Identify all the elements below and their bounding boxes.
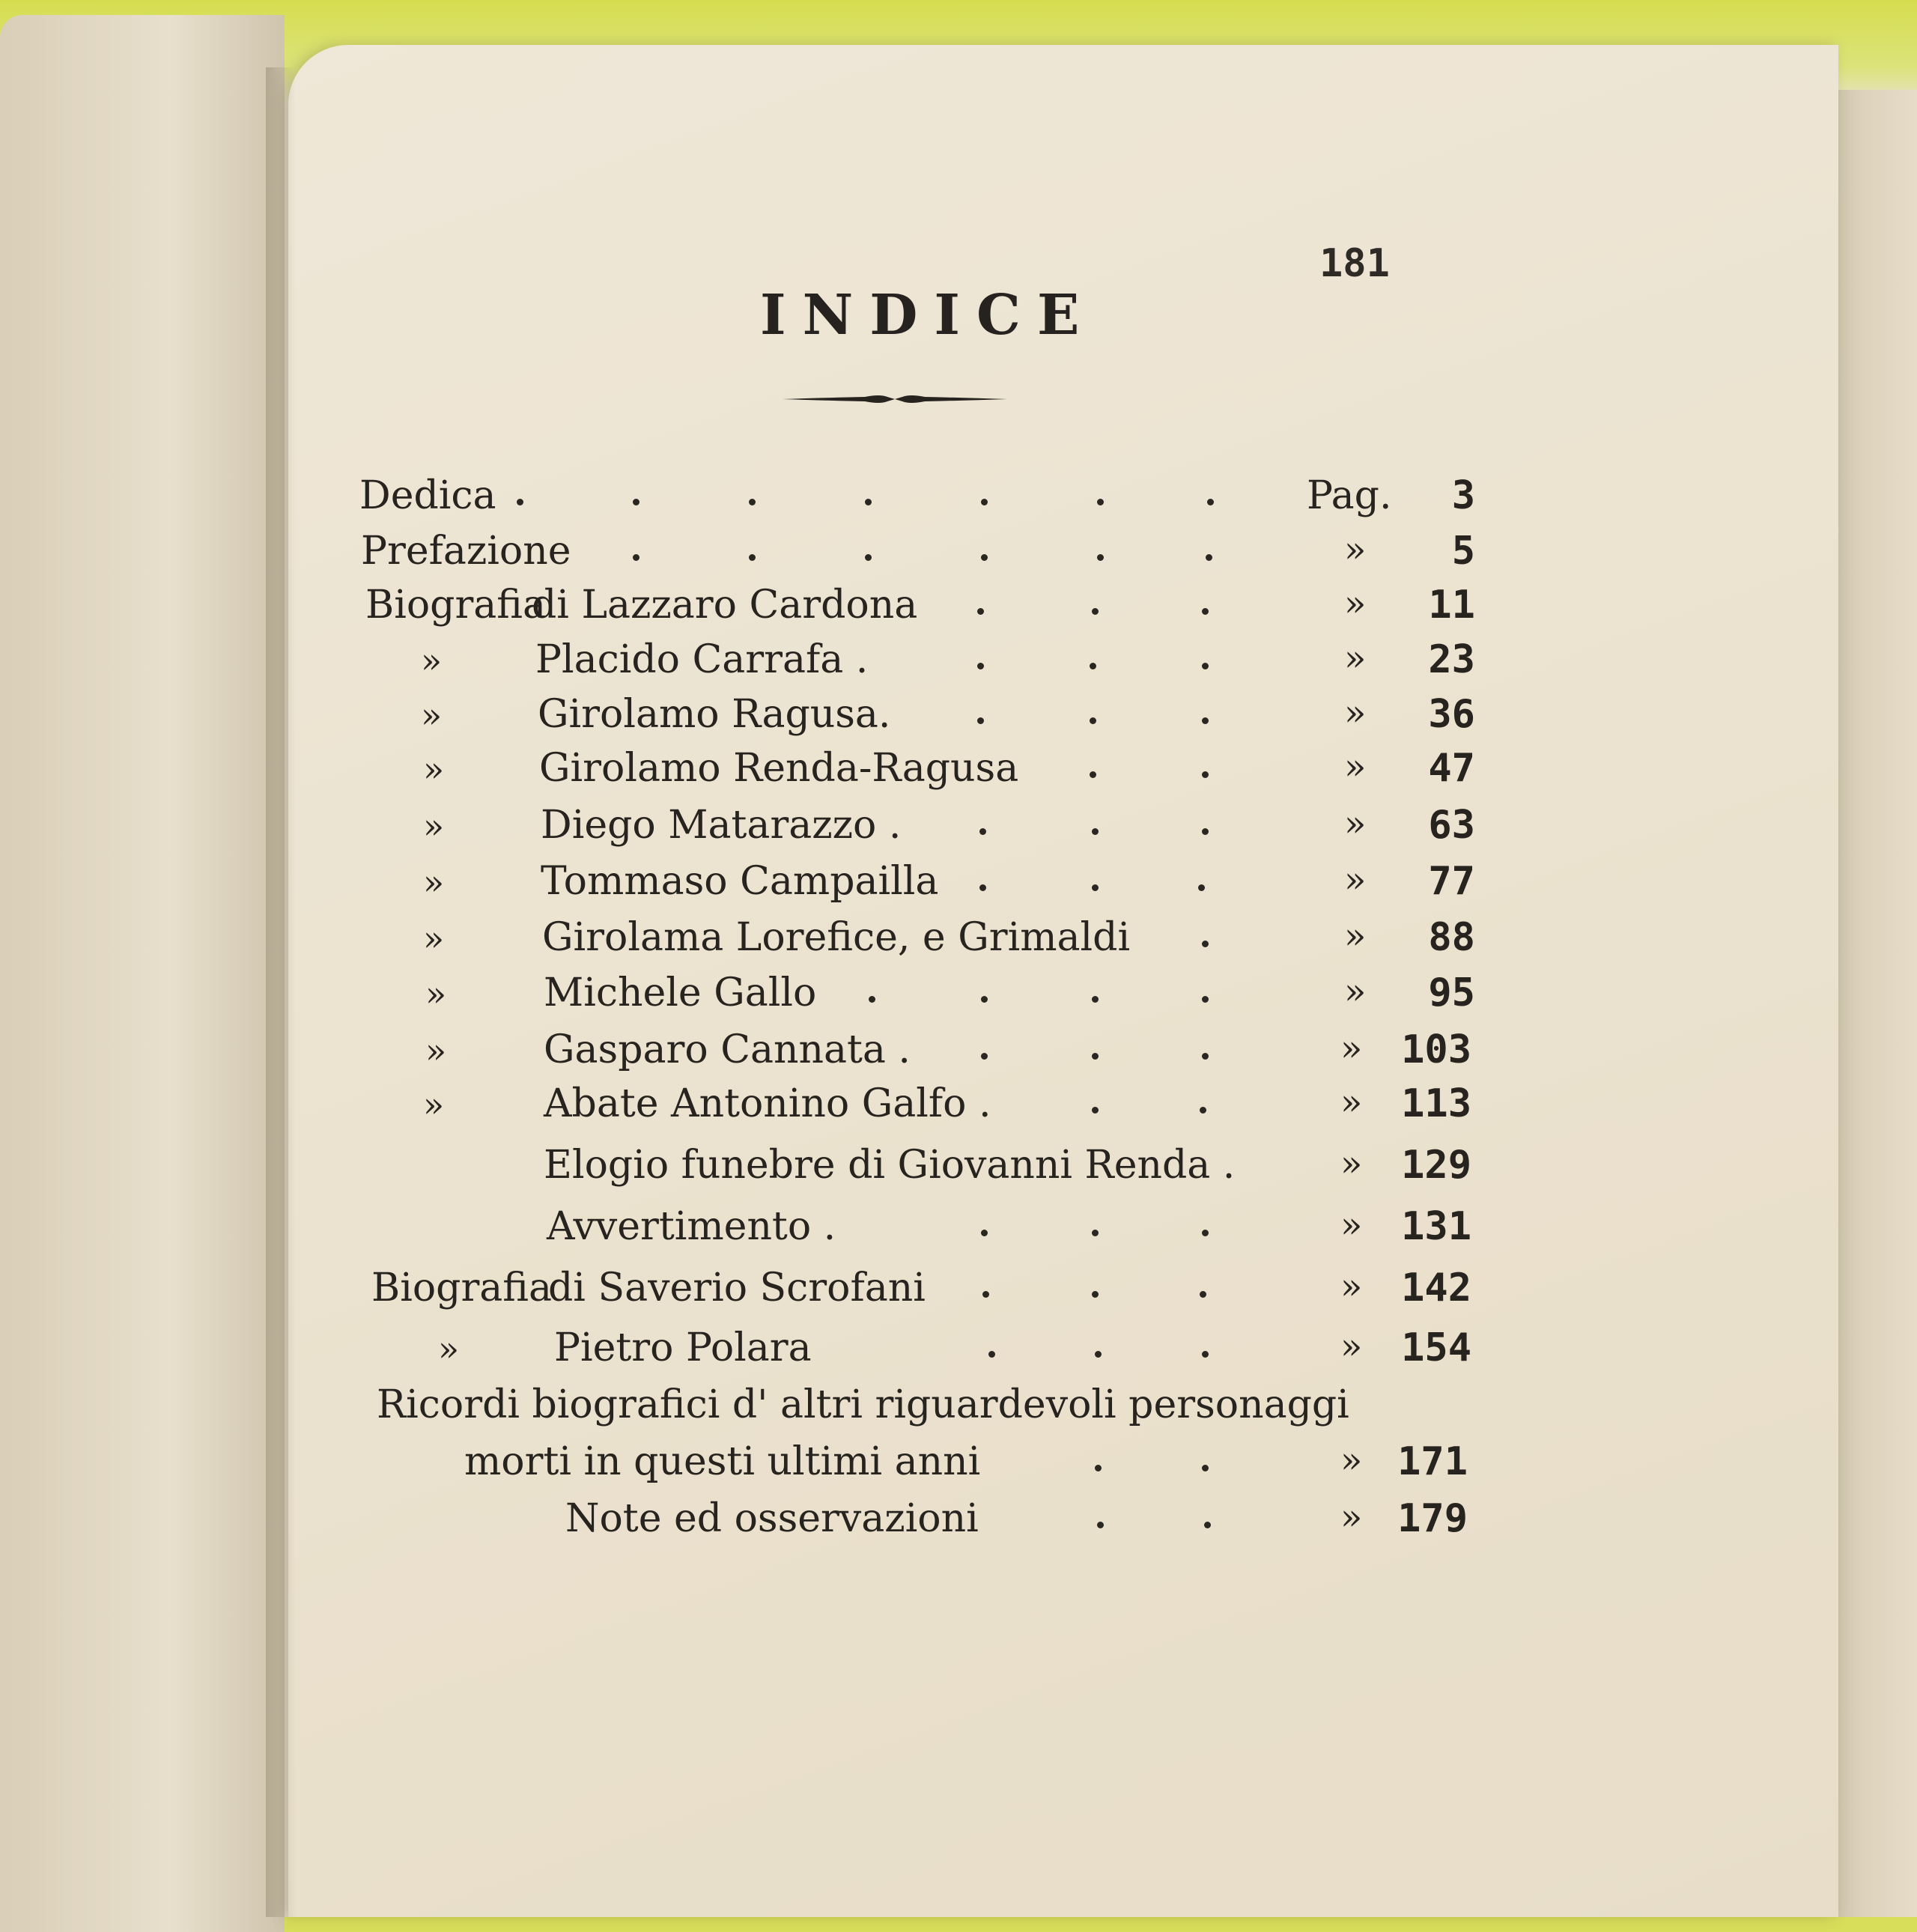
toc-entry-title: Abate Antonino Galfo .: [544, 1081, 991, 1126]
leader-dot: [1207, 499, 1214, 505]
toc-row-matarazzo: [0, 803, 1917, 855]
page-title: INDICE: [760, 283, 1096, 347]
leader-dot: [865, 499, 872, 505]
toc-page-number: 77: [1428, 859, 1475, 904]
toc-row-dedica: [0, 473, 1917, 526]
toc-page-number: 154: [1401, 1325, 1471, 1370]
leader-dot: [977, 608, 984, 615]
leader-dot: [1092, 1107, 1099, 1114]
toc-entry-title: di Saverio Scrofani: [548, 1266, 926, 1310]
ditto-mark: »: [1340, 1266, 1363, 1307]
toc-entry-title: Gasparo Cannata .: [544, 1027, 911, 1072]
toc-page-number: 47: [1428, 746, 1475, 791]
leader-dot: [1204, 1522, 1211, 1528]
leader-dot: [1092, 1053, 1099, 1060]
leader-dot: [1202, 1053, 1209, 1060]
toc-entry-title: di Lazzaro Cardona: [532, 583, 918, 628]
toc-entry-prefix: Biografia: [365, 583, 546, 628]
toc-row-renda-ragusa: [0, 746, 1917, 798]
toc-row-polara: [0, 1325, 1917, 1378]
leader-dot: [1202, 717, 1209, 724]
leader-dot: [1202, 1465, 1209, 1471]
leader-dot: [1202, 1351, 1209, 1358]
ditto-mark: »: [423, 749, 445, 789]
leader-dot: [517, 499, 523, 505]
toc-entry-label: Dedica: [359, 473, 496, 518]
toc-page-number: 103: [1401, 1027, 1471, 1072]
ditto-mark: »: [1340, 1496, 1363, 1538]
ditto-mark: »: [1344, 692, 1367, 734]
leader-dot: [1097, 1522, 1104, 1528]
ditto-mark: »: [1344, 970, 1367, 1012]
leader-dot: [1092, 996, 1099, 1003]
leader-dot: [982, 1291, 989, 1298]
toc-entry-title: Tommaso Campailla: [541, 859, 939, 904]
ditto-mark: »: [1344, 915, 1367, 957]
leader-dot: [1202, 941, 1209, 947]
toc-entry-title: Placido Carrafa .: [535, 637, 869, 682]
toc-page-number: 23: [1428, 637, 1475, 682]
toc-row-carrafa: [0, 637, 1917, 690]
leader-dot: [979, 828, 986, 835]
leader-dot: [1202, 996, 1209, 1003]
toc-row-campailla: [0, 859, 1917, 911]
leader-dot: [977, 663, 984, 669]
leader-dot: [981, 1053, 988, 1060]
ditto-mark: »: [1340, 1143, 1363, 1185]
page-abbrev: Pag.: [1307, 473, 1392, 518]
ditto-mark: »: [425, 973, 447, 1014]
toc-page-number: 63: [1428, 803, 1475, 848]
leader-dot: [1202, 608, 1209, 615]
toc-entry-title: Elogio funebre di Giovanni Renda .: [544, 1143, 1236, 1188]
leader-dot: [1200, 1291, 1206, 1298]
ditto-mark: »: [1344, 583, 1367, 625]
toc-page-number: 36: [1428, 692, 1475, 737]
toc-row-morti: [0, 1439, 1917, 1492]
toc-entry-title: Diego Matarazzo .: [541, 803, 902, 848]
toc-row-elogio: [0, 1143, 1917, 1195]
toc-entry-title: Michele Gallo: [544, 970, 817, 1015]
ditto-mark: »: [421, 640, 443, 681]
ditto-mark: »: [421, 695, 443, 735]
leader-dot: [1092, 608, 1099, 615]
ditto-mark: »: [425, 1030, 447, 1071]
ditto-mark: »: [1344, 746, 1367, 788]
leader-dot: [1097, 554, 1104, 561]
toc-row-galfo: [0, 1081, 1917, 1134]
toc-entry-title: Pietro Polara: [554, 1325, 812, 1370]
ditto-mark: »: [1344, 529, 1367, 571]
leader-dot: [749, 554, 756, 561]
toc-page-number: 113: [1401, 1081, 1471, 1126]
leader-dot: [981, 996, 988, 1003]
toc-row-cardona: [0, 583, 1917, 635]
leader-dot: [1090, 717, 1096, 724]
toc-entry-title: Girolama Lorefice, e Grimaldi: [542, 915, 1131, 960]
toc-page-number: 131: [1401, 1204, 1471, 1249]
ditto-mark: »: [423, 862, 445, 902]
toc-row-lorefice: [0, 915, 1917, 967]
ditto-mark: »: [423, 806, 445, 846]
toc-entry-title: Girolamo Ragusa.: [538, 692, 891, 737]
leader-dot: [1198, 884, 1205, 891]
toc-page-number: 88: [1428, 915, 1475, 960]
ditto-mark: »: [1344, 859, 1367, 901]
ditto-mark: »: [1340, 1439, 1363, 1481]
toc-row-prefazione: [0, 529, 1917, 581]
toc-page-number: 3: [1451, 473, 1475, 518]
leader-dot: [1095, 1465, 1102, 1471]
toc-entry-prefix: Biografia: [371, 1266, 552, 1310]
toc-page-number: 171: [1397, 1439, 1468, 1484]
leader-dot: [1202, 771, 1209, 778]
toc-row-gallo: [0, 970, 1917, 1023]
ditto-mark: »: [1344, 637, 1367, 679]
leader-dot: [1092, 1230, 1099, 1236]
leader-dot: [1202, 1230, 1209, 1236]
leader-dot: [749, 499, 756, 505]
toc-entry-title: Avvertimento .: [547, 1204, 836, 1249]
toc-entry-title: Note ed osservazioni: [565, 1496, 979, 1541]
leader-dot: [981, 499, 988, 505]
leader-dot: [1090, 663, 1096, 669]
toc-entry-label: Prefazione: [361, 529, 571, 574]
leader-dot: [1202, 663, 1209, 669]
ditto-mark: »: [423, 1084, 445, 1125]
ditto-mark: »: [438, 1328, 460, 1369]
leader-dot: [981, 1230, 988, 1236]
toc-row-ragusa: [0, 692, 1917, 744]
leader-dot: [1097, 499, 1104, 505]
ditto-mark: »: [1344, 803, 1367, 845]
toc-entry-title: morti in questi ultimi anni: [464, 1439, 981, 1484]
leader-dot: [977, 717, 984, 724]
leader-dot: [1092, 884, 1099, 891]
leader-dot: [1200, 1107, 1206, 1114]
toc-page-number: 179: [1397, 1496, 1468, 1541]
ditto-mark: »: [423, 918, 445, 959]
toc-row-scrofani: [0, 1266, 1917, 1318]
toc-entry-title: Ricordi biografici d' altri riguardevoli personaggi: [377, 1382, 1349, 1427]
leader-dot: [981, 554, 988, 561]
ditto-mark: »: [1340, 1325, 1363, 1367]
ditto-mark: »: [1340, 1081, 1363, 1123]
leader-dot: [1206, 554, 1212, 561]
leader-dot: [869, 996, 875, 1003]
leader-dot: [1095, 1351, 1102, 1358]
leader-dot: [1202, 828, 1209, 835]
toc-page-number: 11: [1428, 583, 1475, 628]
toc-page-number: 142: [1401, 1266, 1471, 1310]
toc-row-cannata: [0, 1027, 1917, 1080]
ditto-mark: »: [1340, 1204, 1363, 1246]
leader-dot: [1092, 828, 1099, 835]
toc-row-avvertimento: [0, 1204, 1917, 1257]
leader-dot: [979, 884, 986, 891]
leader-dot: [865, 554, 872, 561]
toc-row-ricordi: [0, 1382, 1917, 1435]
ditto-mark: »: [1340, 1027, 1363, 1069]
leader-dot: [1090, 771, 1096, 778]
page-number: 181: [1319, 241, 1390, 286]
toc-entry-title: Girolamo Renda-Ragusa: [539, 746, 1019, 791]
toc-page-number: 129: [1401, 1143, 1471, 1188]
leader-dot: [1092, 1291, 1099, 1298]
toc-page-number: 5: [1451, 529, 1475, 574]
leader-dot: [988, 1351, 995, 1358]
leader-dot: [633, 499, 639, 505]
leader-dot: [633, 554, 639, 561]
toc-row-note: [0, 1496, 1917, 1549]
toc-page-number: 95: [1428, 970, 1475, 1015]
